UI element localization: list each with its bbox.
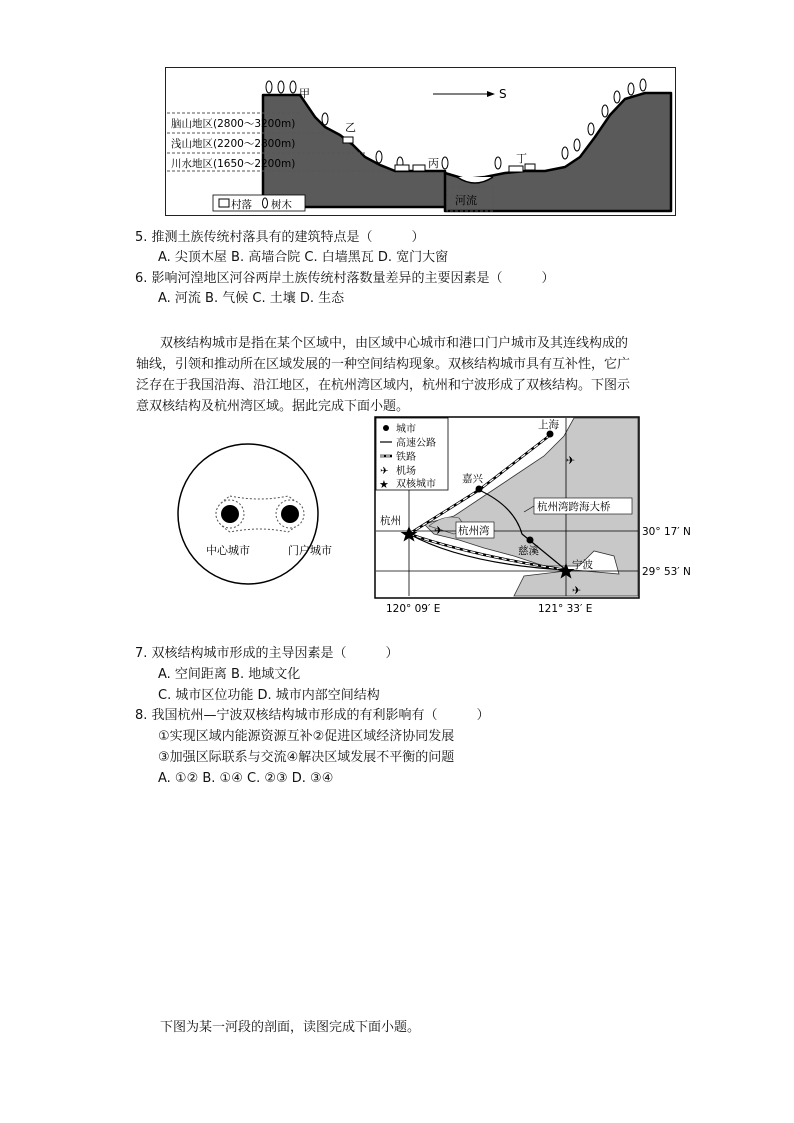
- question-5-options: A. 尖顶木屋 B. 高墙合院 C. 白墙黑瓦 D. 宽门大窗: [158, 250, 449, 265]
- passage: [136, 333, 680, 417]
- label-bay-bridge: 杭州湾跨海大桥: [537, 501, 611, 513]
- question-8-statements-2: ③加强区际联系与交流④解决区域发展不平衡的问题: [158, 750, 455, 765]
- direction-label: S: [499, 87, 507, 101]
- double-core-diagram: [168, 440, 348, 600]
- city-jiaxing: [476, 486, 483, 493]
- svg-text:✈: ✈: [434, 524, 444, 537]
- city-cixi: [527, 537, 534, 544]
- point-ding: 丁: [516, 152, 527, 165]
- lat-label-29-53: 29° 53′ N: [642, 566, 691, 578]
- legend-airport: 机场: [396, 466, 416, 477]
- label-shanghai: 上海: [538, 419, 559, 431]
- question-6: 6. 影响河湟地区河谷两岸土族传统村落数量差异的主要因素是（ ）: [135, 271, 555, 286]
- zone-label-qian: 浅山地区(2200～2800m): [171, 138, 296, 150]
- lon-label-121-33: 121° 33′ E: [538, 603, 593, 615]
- hangzhou-bay-map: [374, 416, 714, 618]
- question-8-options: A. ①② B. ①④ C. ②③ D. ③④: [158, 771, 334, 786]
- legend-village: 村落: [231, 199, 252, 211]
- center-city-label: 中心城市: [206, 544, 250, 557]
- valley-profile-figure: [165, 67, 677, 217]
- legend-railway: 铁路: [396, 452, 416, 463]
- label-hangzhou-bay: 杭州湾: [458, 525, 490, 537]
- question-7-options-line-1: A. 空间距离 B. 地域文化: [158, 667, 301, 682]
- passage-line-2: 轴线，引领和推动所在区域发展的一种空间结构现象。双核结构城市具有互补性，它广: [136, 357, 631, 372]
- point-jia: 甲: [299, 87, 310, 100]
- legend-tree: 树木: [271, 199, 292, 211]
- zone-label-chuan: 川水地区(1650～2200m): [171, 158, 296, 170]
- question-8: 8. 我国杭州—宁波双核结构城市形成的有利影响有（ ）: [135, 708, 490, 723]
- point-yi: 乙: [345, 121, 356, 134]
- question-8-statements-1: ①实现区域内能源资源互补②促进区域经济协同发展: [158, 729, 455, 744]
- passage-line-4: 意双核结构及杭州湾区域。据此完成下面小题。: [136, 399, 410, 414]
- svg-text:★: ★: [379, 478, 389, 491]
- river-label: 河流: [455, 194, 477, 207]
- passage-line-1: 双核结构城市是指在某个区域中，由区域中心城市和港口门户城市及其连线构成的: [160, 336, 629, 351]
- legend-double-core: 双核城市: [396, 479, 436, 490]
- gate-city-dot: [281, 505, 299, 523]
- legend-city: 城市: [396, 424, 416, 435]
- footer-instruction: 下图为某一河段的剖面，读图完成下面小题。: [160, 1020, 421, 1035]
- question-6-options: A. 河流 B. 气候 C. 土壤 D. 生态: [158, 291, 345, 306]
- center-city-dot: [221, 505, 239, 523]
- label-cixi: 慈溪: [518, 545, 539, 557]
- lat-label-30-17: 30° 17′ N: [642, 526, 691, 538]
- passage-line-3: 泛存在于我国沿海、沿江地区，在杭州湾区域内，杭州和宁波形成了双核结构。下图示: [136, 378, 631, 393]
- svg-text:✈: ✈: [380, 466, 389, 477]
- point-bing: 丙: [428, 157, 439, 170]
- question-7: 7. 双核结构城市形成的主导因素是（ ）: [135, 646, 399, 661]
- zone-label-nao: 脑山地区(2800～3200m): [171, 118, 296, 130]
- svg-text:✈: ✈: [572, 584, 582, 597]
- gate-city-label: 门户城市: [288, 544, 332, 557]
- city-shanghai: [547, 431, 554, 438]
- legend-highway: 高速公路: [396, 438, 436, 449]
- label-jiaxing: 嘉兴: [462, 473, 483, 485]
- lon-label-120-09: 120° 09′ E: [386, 603, 441, 615]
- label-hangzhou: 杭州: [380, 515, 401, 527]
- question-5: 5. 推测土族传统村落具有的建筑特点是（ ）: [135, 230, 425, 245]
- svg-text:✈: ✈: [566, 454, 576, 467]
- question-7-options-line-2: C. 城市区位功能 D. 城市内部空间结构: [158, 688, 380, 703]
- label-ningbo: 宁波: [572, 559, 593, 571]
